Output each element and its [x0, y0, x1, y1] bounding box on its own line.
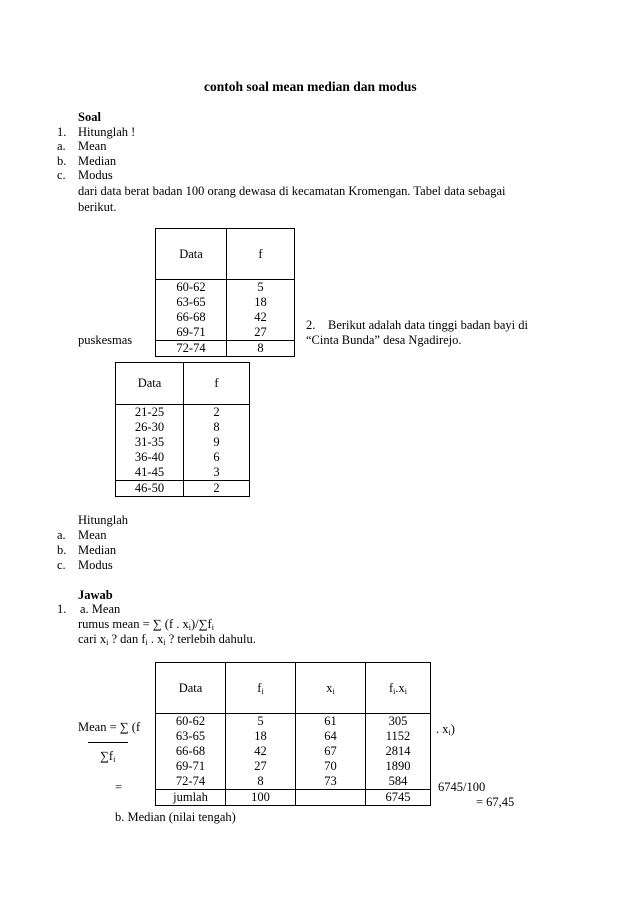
table-cell: 9 — [213, 435, 220, 449]
table-cell: 66-68 — [156, 744, 226, 759]
table-row — [156, 310, 295, 325]
instruction-text: ? dan f — [108, 632, 146, 646]
list-item-letter: b. — [57, 543, 67, 557]
table-cell: 46-50 — [116, 481, 184, 497]
description-line1: dari data berat badan 100 orang dewasa di kecamatan Kromengan. Tabel data sebagai — [78, 184, 506, 198]
table-cell: 27 — [226, 759, 296, 774]
puskesmas-text: puskesmas — [78, 333, 133, 347]
mean-formula — [78, 617, 214, 632]
mean-formula-right: . $x_i$) — [436, 722, 455, 737]
table-cell: 36-40 — [116, 450, 184, 465]
table-header: Data — [156, 663, 226, 714]
table-cell: jumlah — [156, 790, 226, 806]
table-cell: 2814 — [385, 744, 411, 758]
table-row — [156, 729, 431, 744]
table-row — [156, 714, 431, 730]
table-row — [116, 481, 250, 497]
table-cell: 60-62 — [156, 280, 227, 296]
height-table — [115, 362, 250, 497]
table-cell: 5 — [226, 714, 296, 730]
weight-table — [155, 228, 295, 357]
description-line2: berikut. — [78, 200, 117, 214]
table-cell: 8 — [213, 420, 220, 434]
list-item: Median — [78, 154, 117, 168]
list-item-letter: c. — [57, 168, 66, 182]
table-header: $x_i$ — [296, 663, 366, 714]
q1-number: 1. — [57, 125, 67, 139]
list-item: Modus — [78, 168, 113, 182]
table-cell: 70 — [296, 759, 366, 774]
table-cell: 2 — [213, 405, 220, 419]
table-cell: 1152 — [385, 729, 411, 743]
list-item-letter: c. — [57, 558, 66, 572]
table-cell: 72-74 — [156, 341, 227, 357]
list-item: Mean — [78, 139, 107, 153]
table-cell: 1890 — [385, 759, 411, 773]
table-row — [156, 280, 295, 296]
table-cell: 6745 — [385, 790, 411, 804]
q2-line2: “Cinta Bunda” desa Ngadirejo. — [306, 333, 462, 347]
table-cell: 3 — [184, 465, 250, 481]
page-title: contoh soal mean median dan modus — [204, 79, 417, 94]
table-header: $f_i.x_i$ — [366, 663, 431, 714]
jawab-heading: Jawab — [78, 588, 113, 602]
soal-heading: Soal — [78, 110, 101, 124]
table-cell: 69-71 — [156, 325, 227, 341]
table-row — [156, 744, 431, 759]
table-cell: 69-71 — [156, 759, 226, 774]
cari-instruction — [78, 632, 256, 647]
mean-denominator: $\sum f_i$ — [100, 749, 116, 764]
table-cell: 584 — [366, 774, 431, 790]
table-cell: 42 — [226, 744, 296, 759]
table-cell: 60-62 — [156, 714, 226, 730]
table-cell — [296, 790, 366, 806]
table-cell: 8 — [257, 341, 264, 355]
subscript: i — [145, 638, 148, 647]
table-cell: 41-45 — [116, 465, 184, 481]
table-cell: 31-35 — [116, 435, 184, 450]
table-row — [156, 295, 295, 310]
subscript: i — [211, 623, 214, 632]
fraction-line — [88, 742, 128, 743]
hitunglah-label: Hitunglah — [78, 513, 128, 527]
list-item: Modus — [78, 558, 113, 572]
table-cell: 100 — [226, 790, 296, 806]
table-cell: 67 — [296, 744, 366, 759]
median-label: b. Median (nilai tengah) — [115, 810, 236, 824]
table-cell: 42 — [254, 310, 267, 324]
table-row — [156, 759, 431, 774]
table-row — [116, 420, 250, 435]
table-cell: 18 — [226, 729, 296, 744]
table-header: Data — [156, 229, 227, 280]
list-item-letter: b. — [57, 154, 67, 168]
mean-fraction: 6745/100 — [438, 780, 486, 794]
table-cell: 18 — [254, 295, 267, 309]
list-item-letter: a. — [57, 528, 66, 542]
table-row — [156, 790, 431, 806]
instruction-text: cari x — [78, 632, 107, 646]
answer-number: 1. — [57, 602, 67, 616]
table-cell: 5 — [257, 280, 264, 294]
mean-formula-label: Mean = ∑ (f — [78, 720, 141, 734]
table-cell: 66-68 — [156, 310, 227, 325]
instruction-text: . x — [147, 632, 164, 646]
table-row — [116, 465, 250, 481]
table-cell: 305 — [388, 714, 408, 728]
table-cell: 63-65 — [156, 729, 226, 744]
table-header: $f_i$ — [226, 663, 296, 714]
table-header: f — [184, 363, 250, 405]
equals-sign: = — [115, 780, 123, 794]
mean-result: = 67,45 — [476, 795, 515, 809]
instruction-text: ? terlebih dahulu. — [165, 632, 256, 646]
table-cell: 61 — [296, 714, 366, 730]
table-cell: 6 — [213, 450, 220, 464]
q2-line1: Berikut adalah data tinggi badan bayi di — [328, 318, 528, 332]
table-row — [156, 774, 431, 790]
table-header: Data — [116, 363, 184, 405]
table-row — [156, 325, 295, 341]
table-cell: 64 — [296, 729, 366, 744]
table-row — [116, 435, 250, 450]
table-row — [156, 341, 295, 357]
subscript: i — [106, 638, 109, 647]
table-header: f — [227, 229, 295, 280]
answer-mean-label: a. Mean — [80, 602, 121, 616]
table-cell: 27 — [227, 325, 295, 341]
list-item: Median — [78, 543, 117, 557]
table-cell: 21-25 — [116, 405, 184, 421]
calculation-table — [155, 662, 431, 806]
q1-text: Hitunglah ! — [78, 125, 136, 139]
list-item-letter: a. — [57, 139, 66, 153]
formula-text: )/∑f — [190, 617, 212, 631]
table-cell: 73 — [296, 774, 366, 790]
table-cell: 8 — [226, 774, 296, 790]
subscript: i — [163, 638, 166, 647]
q2-number: 2. — [306, 318, 316, 332]
table-row — [116, 405, 250, 421]
list-item: Mean — [78, 528, 107, 542]
table-cell: 2 — [213, 481, 220, 495]
formula-text: rumus mean = ∑ (f . x — [78, 617, 189, 631]
subscript: i — [188, 623, 191, 632]
table-cell: 72-74 — [156, 774, 226, 790]
table-cell: 26-30 — [116, 420, 184, 435]
table-row — [116, 450, 250, 465]
table-cell: 63-65 — [156, 295, 227, 310]
